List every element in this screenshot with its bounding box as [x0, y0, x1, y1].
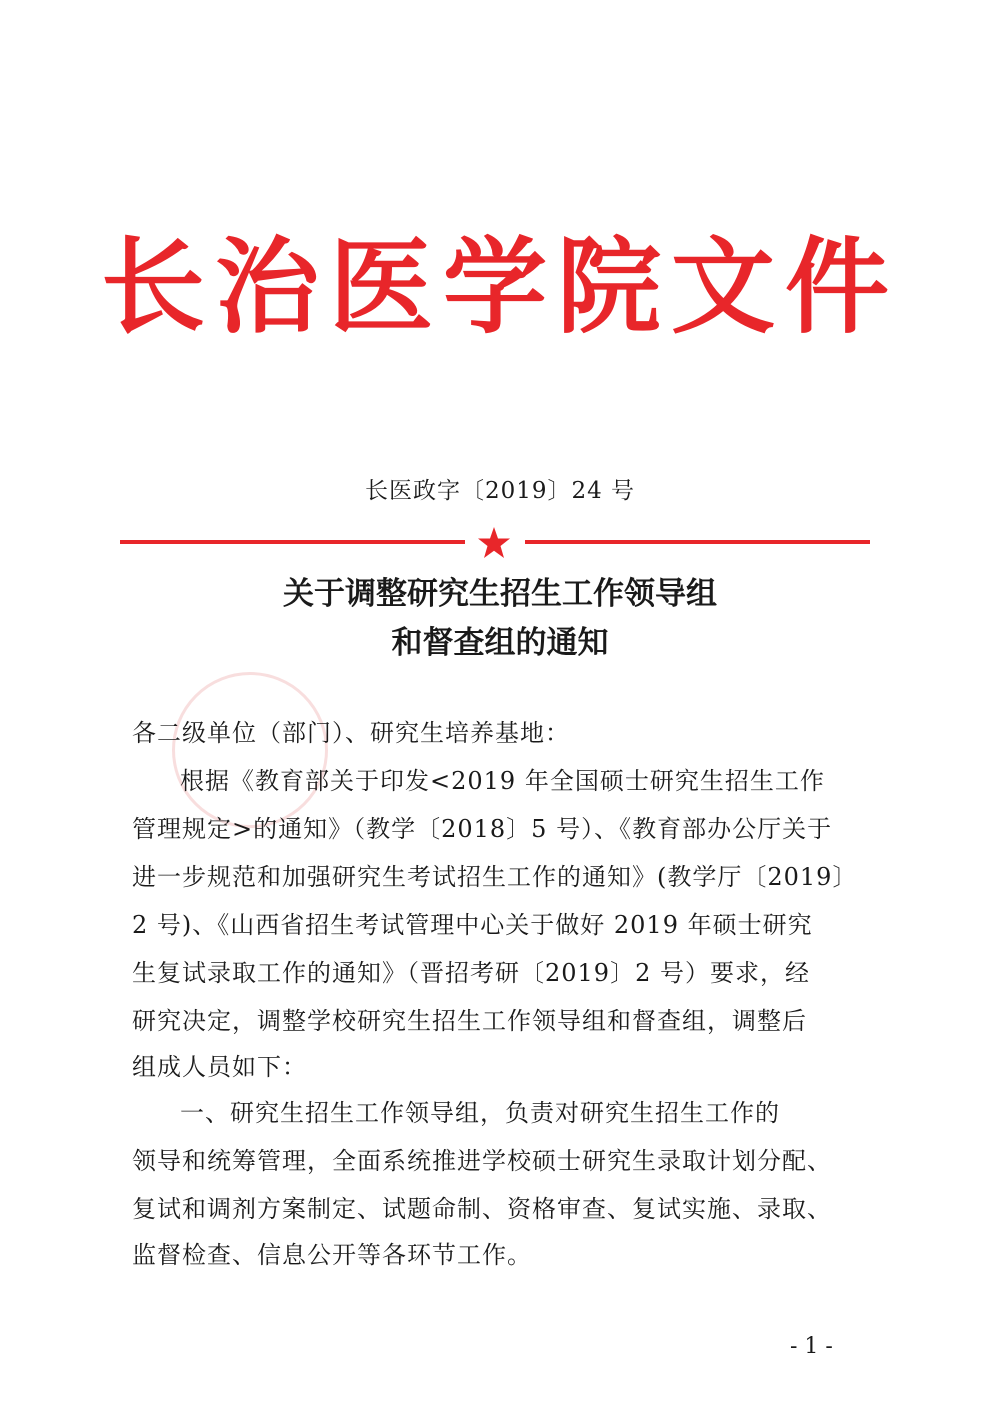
- body-line: 复试和调剂方案制定、试题命制、资格审查、复试实施、录取、: [132, 1195, 832, 1223]
- notice-title-line1: 关于调整研究生招生工作领导组: [283, 576, 717, 612]
- document-number: 长医政字〔2019〕24 号: [364, 478, 636, 504]
- body-line: 一、研究生招生工作领导组，负责对研究生招生工作的: [180, 1099, 780, 1127]
- body-line: 组成人员如下：: [132, 1053, 307, 1081]
- body-line: 2 号)、《山西省招生考试管理中心关于做好 2019 年硕士研究: [132, 911, 813, 939]
- red-divider-left: [120, 540, 465, 544]
- body-line: 生复试录取工作的通知》（晋招考研〔2019〕2 号）要求，经: [132, 959, 810, 987]
- addressee-line: 各二级单位（部门）、研究生培养基地：: [132, 719, 570, 747]
- red-divider-right: [525, 540, 870, 544]
- body-line: 监督检查、信息公开等各环节工作。: [132, 1241, 532, 1269]
- faint-seal-stamp: [172, 672, 328, 828]
- page-number: - 1 -: [790, 1334, 833, 1359]
- body-line: 领导和统筹管理，全面系统推进学校硕士研究生录取计划分配、: [132, 1147, 832, 1175]
- body-line: 管理规定>的通知》（教学〔2018〕5 号）、《教育部办公厅关于: [132, 815, 833, 843]
- body-line: 研究决定，调整学校研究生招生工作领导组和督查组，调整后: [132, 1007, 807, 1035]
- document-header-title: 长治医学院文件: [100, 225, 899, 348]
- body-line: 进一步规范和加强研究生考试招生工作的通知》(教学厅〔2019〕: [132, 863, 858, 891]
- notice-title-line2: 和督查组的通知: [391, 625, 609, 661]
- star-icon: [477, 526, 511, 560]
- body-line: 根据《教育部关于印发<2019 年全国硕士研究生招生工作: [180, 767, 825, 795]
